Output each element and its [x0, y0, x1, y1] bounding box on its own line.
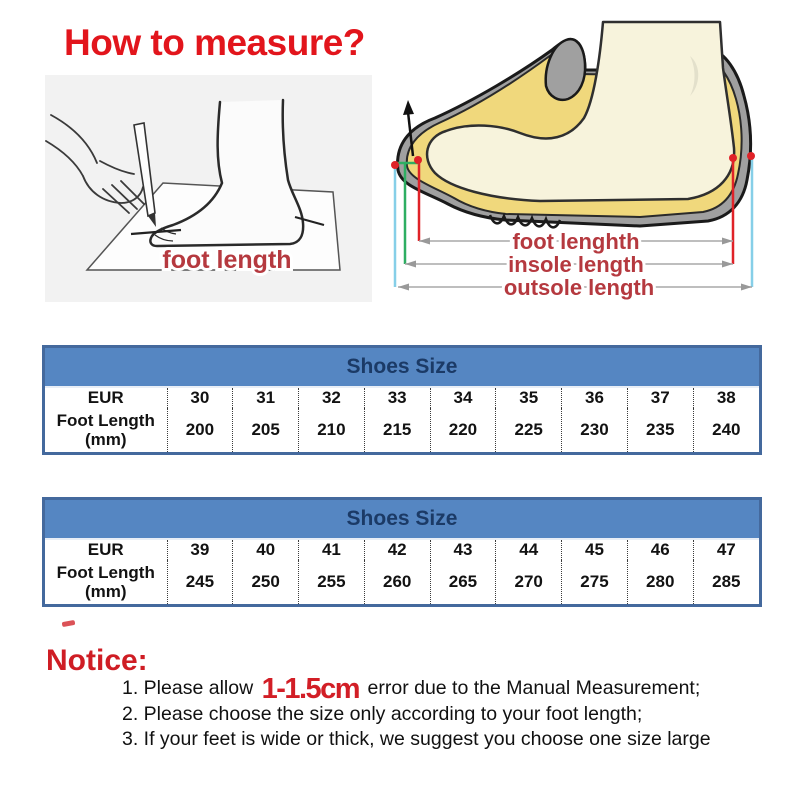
- value-cell: 235: [627, 408, 693, 452]
- foot-measure-drawing: [45, 75, 372, 302]
- table-row: [45, 540, 759, 560]
- value-cell: 34: [430, 388, 496, 408]
- notice-heading: Notice:: [46, 644, 148, 677]
- pencil-icon: [134, 123, 155, 216]
- table-row: [45, 388, 759, 408]
- value-cell: 46: [627, 540, 693, 560]
- value-cell: 255: [299, 560, 365, 604]
- value-cell: 205: [233, 408, 299, 452]
- table-title: Shoes Size: [45, 500, 759, 540]
- value-cell: 30: [167, 388, 233, 408]
- foot-measure-illustration: [45, 75, 372, 302]
- value-cell: 47: [693, 540, 759, 560]
- shoe-insole-length-label: insole length: [508, 252, 644, 277]
- shoes-size-table-2: [42, 497, 762, 607]
- page-title: How to measure?: [64, 22, 365, 63]
- value-cell: 250: [233, 560, 299, 604]
- value-cell: 42: [364, 540, 430, 560]
- size-grid: [45, 540, 759, 604]
- value-cell: 40: [233, 540, 299, 560]
- shoe-cross-section-figure: [390, 8, 796, 310]
- table-row: [45, 560, 759, 604]
- value-cell: 285: [693, 560, 759, 604]
- red-artifact-mark: [62, 620, 76, 627]
- value-cell: 33: [364, 388, 430, 408]
- value-cell: 44: [496, 540, 562, 560]
- shoe-outsole-length-label: outsole length: [503, 275, 655, 300]
- value-cell: 240: [693, 408, 759, 452]
- row-header-cell: Foot Length (mm): [56, 411, 155, 449]
- error-range-highlight: 1-1.5cm: [261, 673, 360, 705]
- value-cell: 32: [299, 388, 365, 408]
- value-cell: 275: [562, 560, 628, 604]
- value-cell: 31: [233, 388, 299, 408]
- notice-list: [122, 673, 782, 753]
- value-cell: 200: [167, 408, 233, 452]
- collar-flap: [546, 39, 585, 100]
- shoe-foot-length-label: foot lenghth: [512, 229, 640, 254]
- shoes-size-table-1: [42, 345, 762, 455]
- value-cell: 35: [496, 388, 562, 408]
- value-cell: 210: [299, 408, 365, 452]
- value-cell: 260: [364, 560, 430, 604]
- row-header-cell: EUR: [87, 388, 124, 407]
- value-cell: 39: [167, 540, 233, 560]
- notice-item-2: 2. Please choose the size only according to your foot length;: [122, 702, 643, 725]
- value-cell: 43: [430, 540, 496, 560]
- value-cell: 220: [430, 408, 496, 452]
- value-cell: 38: [693, 388, 759, 408]
- value-cell: 215: [364, 408, 430, 452]
- row-header-cell: EUR: [87, 540, 124, 559]
- measuring-hand-drawing: [46, 115, 144, 213]
- value-cell: 41: [299, 540, 365, 560]
- notice-item-1: 1. Please allow 1-1.5cm error due to the Manual Measurement;: [122, 673, 701, 705]
- value-cell: 245: [167, 560, 233, 604]
- size-grid: [45, 388, 759, 452]
- value-cell: 36: [562, 388, 628, 408]
- value-cell: 225: [496, 408, 562, 452]
- value-cell: 265: [430, 560, 496, 604]
- table-row: [45, 408, 759, 452]
- table-title: Shoes Size: [45, 348, 759, 388]
- shoe-diagram: [390, 8, 796, 310]
- value-cell: 45: [562, 540, 628, 560]
- notice-item-3: 3. If your feet is wide or thick, we suggest you choose one size large: [122, 728, 711, 750]
- foot-length-label: foot length: [162, 246, 292, 274]
- row-header-cell: Foot Length (mm): [56, 563, 155, 601]
- value-cell: 270: [496, 560, 562, 604]
- value-cell: 230: [562, 408, 628, 452]
- value-cell: 280: [627, 560, 693, 604]
- value-cell: 37: [627, 388, 693, 408]
